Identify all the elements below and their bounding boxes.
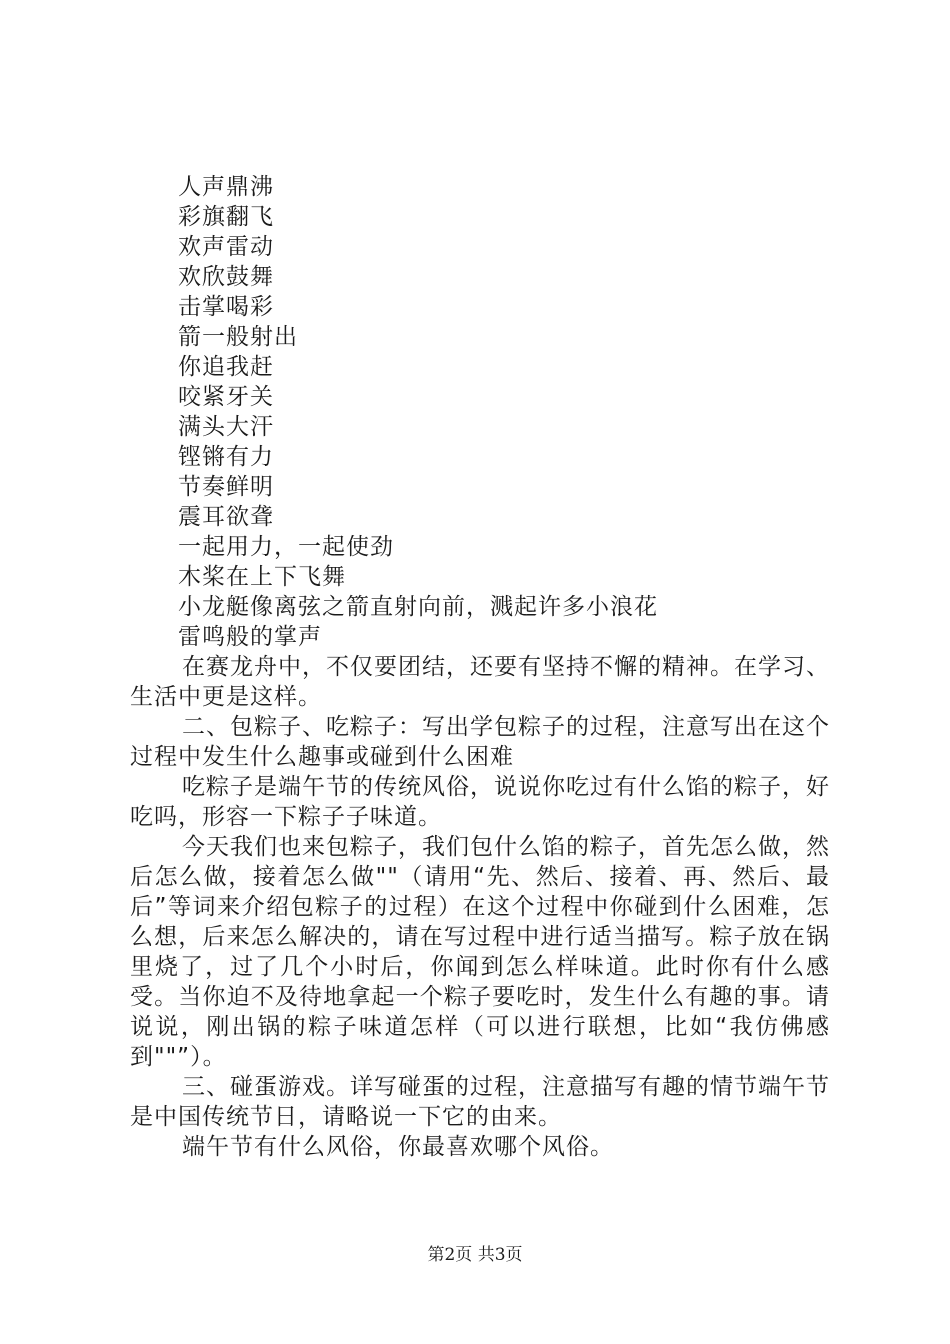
phrase-line: 震耳欲聋: [178, 504, 274, 530]
document-body: [130, 172, 830, 1162]
paragraph-eating-zongzi: 吃粽子是端午节的传统风俗，说说你吃过有什么馅的粽子，好吃吗，形容一下粽子子味道。: [130, 774, 830, 830]
phrase-line: 小龙艇像离弦之箭直射向前，溅起许多小浪花: [178, 594, 658, 620]
paragraph-customs: 端午节有什么风俗，你最喜欢哪个风俗。: [182, 1134, 614, 1160]
phrase-line: 铿锵有力: [178, 444, 274, 470]
phrase-line: 节奏鲜明: [178, 474, 274, 500]
phrase-line: 击掌喝彩: [178, 294, 274, 320]
phrase-line: 一起用力，一起使劲: [178, 534, 394, 560]
section-heading-egg-game: 三、碰蛋游戏。详写碰蛋的过程，注意描写有趣的情节端午节是中国传统节日，请略说一下它的由来。: [130, 1074, 830, 1130]
paragraph-perseverance: 在赛龙舟中，不仅要团结，还要有坚持不懈的精神。在学习、生活中更是这样。: [130, 654, 830, 710]
phrase-line: 箭一般射出: [178, 324, 298, 350]
phrase-line: 满头大汗: [178, 414, 274, 440]
phrase-line: 欢欣鼓舞: [178, 264, 274, 290]
phrase-line: 欢声雷动: [178, 234, 274, 260]
phrase-line: 木桨在上下飞舞: [178, 564, 346, 590]
page-number: 第2页 共3页: [427, 1245, 523, 1265]
section-heading-zongzi: 二、包粽子、吃粽子：写出学包粽子的过程，注意写出在这个过程中发生什么趣事或碰到什么困难: [130, 714, 830, 770]
phrase-line: 咬紧牙关: [178, 384, 274, 410]
paragraph-making-zongzi: 今天我们也来包粽子，我们包什么馅的粽子，首先怎么做，然后怎么做，接着怎么做""（请用“先、然后、接着、再、然后、最后”等词来介绍包粽子的过程）在这个过程中你碰到什么困难，怎么想，后来怎么解决的，请在写过程中进行适当描写。粽子放在锅里烧了，过了几个小时后，你闻到怎么样味道。此时你有什么感受。当你迫不及待地拿起一个粽子要吃时，发生什么有趣的事。请说说，刚出锅的粽子味道怎样（可以进行联想，比如“我仿佛感到""”）。: [130, 834, 830, 1070]
phrase-line: 雷鸣般的掌声: [178, 624, 322, 650]
phrase-line: 彩旗翻飞: [178, 204, 274, 230]
phrase-line: 人声鼎沸: [178, 174, 274, 200]
phrase-line: 你追我赶: [178, 354, 274, 380]
